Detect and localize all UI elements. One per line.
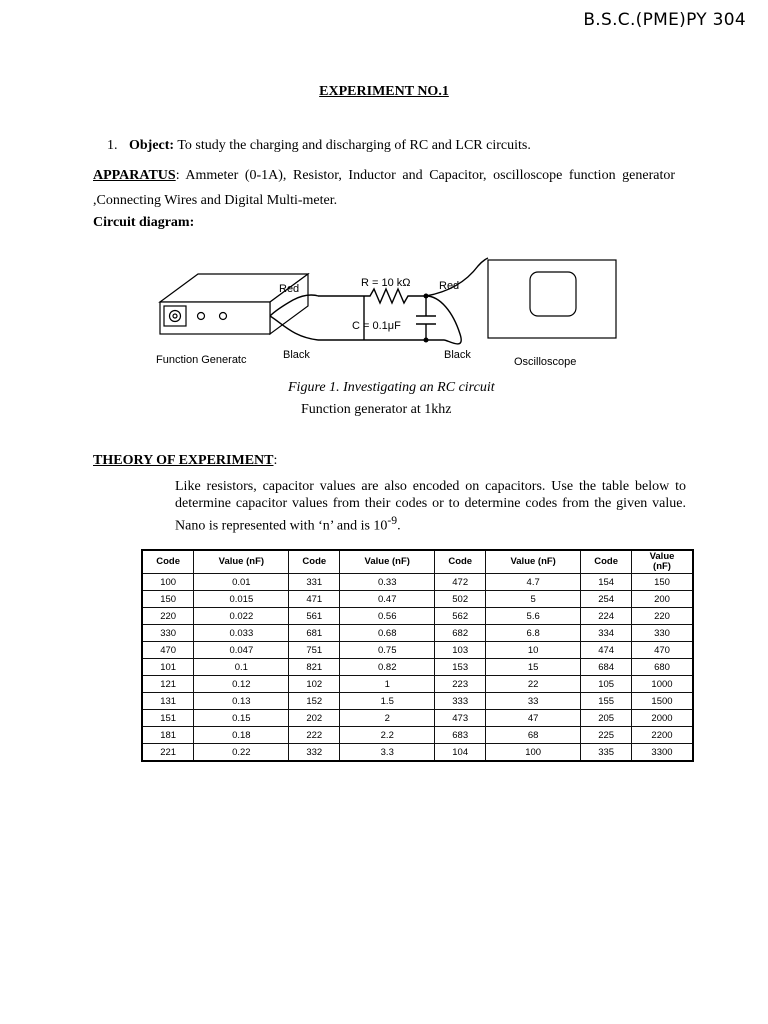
table-cell: 221	[142, 744, 194, 762]
table-cell: 6.8	[486, 625, 581, 642]
circuit-diagram-title: Circuit diagram:	[93, 215, 195, 230]
table-cell: 220	[632, 608, 694, 625]
oscilloscope-icon	[488, 260, 616, 338]
table-cell: 225	[581, 727, 632, 744]
table-row	[142, 659, 693, 676]
capacitor-code-table	[141, 549, 694, 762]
red-right-label: Red	[439, 280, 460, 292]
table-cell: 5	[486, 591, 581, 608]
table-cell: 0.12	[194, 676, 289, 693]
table-cell: 150	[632, 574, 694, 591]
apparatus-label: APPARATUS	[93, 168, 176, 183]
table-cell: 0.033	[194, 625, 289, 642]
table-header-row	[142, 550, 693, 574]
table-row	[142, 574, 693, 591]
table-header-cell: Value (nF)	[340, 550, 435, 574]
table-cell: 333	[435, 693, 486, 710]
table-cell: 224	[581, 608, 632, 625]
table-cell: 0.1	[194, 659, 289, 676]
table-cell: 682	[435, 625, 486, 642]
table-row	[142, 693, 693, 710]
table-row	[142, 591, 693, 608]
table-cell: 0.047	[194, 642, 289, 659]
table-cell: 683	[435, 727, 486, 744]
table-cell: 680	[632, 659, 694, 676]
table-header-cell: Code	[142, 550, 194, 574]
table-cell: 0.13	[194, 693, 289, 710]
oscilloscope-label: Oscilloscope	[514, 356, 577, 368]
theory-title-text: THEORY OF EXPERIMENT	[93, 453, 274, 468]
table-cell: 473	[435, 710, 486, 727]
table-header-cell: Value (nF)	[194, 550, 289, 574]
table-cell: 2000	[632, 710, 694, 727]
table-cell: 0.18	[194, 727, 289, 744]
table-cell: 102	[289, 676, 340, 693]
table-row	[142, 676, 693, 693]
table-cell: 561	[289, 608, 340, 625]
table-cell: 0.015	[194, 591, 289, 608]
table-cell: 181	[142, 727, 194, 744]
object-text: To study the charging and discharging of RC and LCR circuits.	[174, 138, 531, 153]
table-cell: 202	[289, 710, 340, 727]
theory-title	[93, 453, 277, 469]
object-number: 1.	[107, 138, 118, 153]
table-cell: 103	[435, 642, 486, 659]
theory-text-main: Like resistors, capacitor values are also encoded on capacitors. Use the table below to determine capacitor values from their codes or to determine codes from the given value. Nano is represented with ‘n’ and is 10	[175, 479, 686, 534]
table-cell: 334	[581, 625, 632, 642]
table-cell: 5.6	[486, 608, 581, 625]
figure-note: Function generator at 1khz	[301, 402, 452, 417]
table-cell: 33	[486, 693, 581, 710]
resistor-icon	[364, 289, 426, 303]
table-header-cell: Value (nF)	[632, 550, 694, 574]
table-cell: 4.7	[486, 574, 581, 591]
table-cell: 330	[632, 625, 694, 642]
table-cell: 332	[289, 744, 340, 762]
object-label: Object:	[129, 138, 175, 153]
table-cell: 474	[581, 642, 632, 659]
apparatus-text: : Ammeter (0-1A), Resistor, Inductor and Capacitor, oscilloscope function generator ,Connecting Wires and Digital Multi-meter.	[93, 168, 675, 208]
table-cell: 3300	[632, 744, 694, 762]
table-cell: 2.2	[340, 727, 435, 744]
table-cell: 562	[435, 608, 486, 625]
table-cell: 254	[581, 591, 632, 608]
table-cell: 153	[435, 659, 486, 676]
resistor-label: R = 10 kΩ	[361, 277, 411, 289]
table-header-cell: Value (nF)	[486, 550, 581, 574]
table-cell: 3.3	[340, 744, 435, 762]
table-cell: 0.022	[194, 608, 289, 625]
table-row	[142, 608, 693, 625]
table-row	[142, 642, 693, 659]
rc-circuit-diagram	[148, 252, 618, 377]
table-cell: 821	[289, 659, 340, 676]
function-generator-label: Function Generatc	[156, 354, 247, 366]
table-cell: 0.15	[194, 710, 289, 727]
table-cell: 68	[486, 727, 581, 744]
course-code: B.S.C.(PME)PY 304	[583, 10, 746, 30]
table-cell: 200	[632, 591, 694, 608]
table-cell: 222	[289, 727, 340, 744]
table-cell: 47	[486, 710, 581, 727]
table-cell: 150	[142, 591, 194, 608]
table-row	[142, 727, 693, 744]
table-cell: 1500	[632, 693, 694, 710]
table-header-cell: Code	[435, 550, 486, 574]
table-cell: 335	[581, 744, 632, 762]
table-cell: 751	[289, 642, 340, 659]
table-cell: 0.82	[340, 659, 435, 676]
table-cell: 0.56	[340, 608, 435, 625]
table-cell: 471	[289, 591, 340, 608]
red-left-label: Red	[279, 283, 300, 295]
table-row	[142, 744, 693, 762]
table-cell: 0.68	[340, 625, 435, 642]
table-cell: 205	[581, 710, 632, 727]
theory-title-colon: :	[273, 453, 278, 468]
table-cell: 331	[289, 574, 340, 591]
table-row	[142, 625, 693, 642]
table-header-cell: Code	[581, 550, 632, 574]
table-cell: 681	[289, 625, 340, 642]
table-cell: 0.75	[340, 642, 435, 659]
figure-caption: Figure 1. Investigating an RC circuit	[288, 380, 495, 395]
black-right-label: Black	[444, 349, 471, 361]
table-row	[142, 710, 693, 727]
table-cell: 502	[435, 591, 486, 608]
table-cell: 105	[581, 676, 632, 693]
table-cell: 154	[581, 574, 632, 591]
theory-paragraph	[175, 478, 686, 535]
table-cell: 104	[435, 744, 486, 762]
apparatus-paragraph	[93, 163, 675, 213]
table-cell: 2200	[632, 727, 694, 744]
theory-text-end: .	[397, 518, 401, 534]
table-cell: 470	[632, 642, 694, 659]
table-cell: 10	[486, 642, 581, 659]
experiment-title-wrap	[0, 82, 768, 100]
table-cell: 0.01	[194, 574, 289, 591]
object-line	[107, 138, 531, 154]
table-cell: 1.5	[340, 693, 435, 710]
experiment-title: EXPERIMENT NO.1	[319, 84, 449, 99]
table-cell: 470	[142, 642, 194, 659]
table-cell: 0.47	[340, 591, 435, 608]
table-cell: 100	[142, 574, 194, 591]
table-cell: 330	[142, 625, 194, 642]
table-cell: 684	[581, 659, 632, 676]
table-cell: 15	[486, 659, 581, 676]
table-cell: 0.33	[340, 574, 435, 591]
theory-text-exponent: -9	[387, 514, 398, 527]
capacitor-label: C = 0.1μF	[352, 320, 401, 332]
table-cell: 223	[435, 676, 486, 693]
table-cell: 1000	[632, 676, 694, 693]
table-cell: 101	[142, 659, 194, 676]
table-cell: 2	[340, 710, 435, 727]
table-cell: 131	[142, 693, 194, 710]
table-cell: 152	[289, 693, 340, 710]
black-left-label: Black	[283, 349, 310, 361]
table-cell: 151	[142, 710, 194, 727]
table-cell: 0.22	[194, 744, 289, 762]
table-cell: 472	[435, 574, 486, 591]
table-cell: 121	[142, 676, 194, 693]
table-cell: 22	[486, 676, 581, 693]
table-header-cell: Code	[289, 550, 340, 574]
table-cell: 1	[340, 676, 435, 693]
table-cell: 100	[486, 744, 581, 762]
table-cell: 220	[142, 608, 194, 625]
table-cell: 155	[581, 693, 632, 710]
